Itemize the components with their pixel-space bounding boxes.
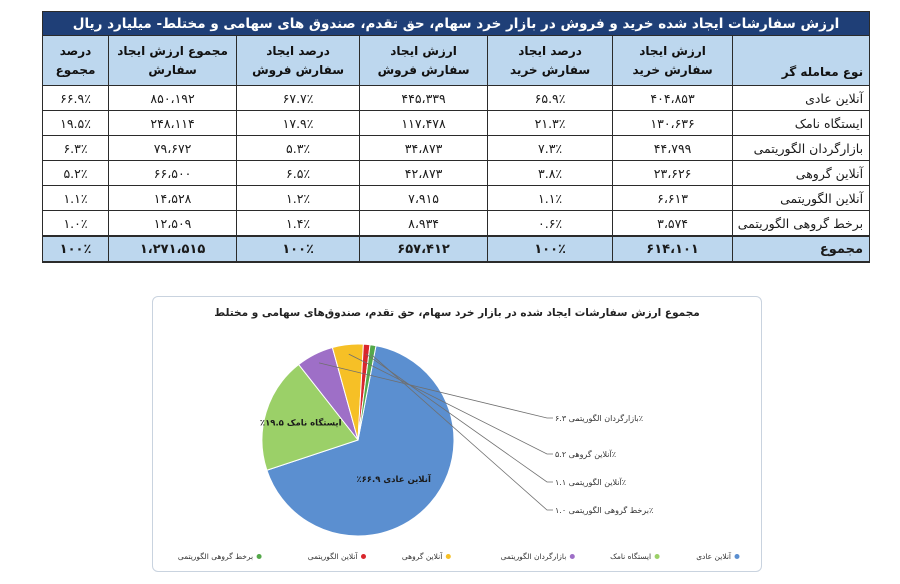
table-row [43,211,870,237]
table-row [43,111,870,136]
cell-sell-percent: ۵.۳٪ [237,136,360,161]
header-sell-percent: درصد ایجاد سفارش فروش [237,36,360,86]
cell-trader-type: آنلاین گروهی [733,161,870,186]
table-row [43,186,870,211]
cell-buy-percent: ۶۵.۹٪ [488,86,613,111]
slice-data-label: ایستگاه نامک ۱۹.۵٪ [259,418,342,429]
legend-label: ایستگاه نامک [610,552,652,561]
header-total-value: مجموع ارزش ایجاد سفارش [109,36,237,86]
cell-trader-type: آنلاین عادی [733,86,870,111]
total-sell-percent: ۱۰۰٪ [237,236,360,262]
cell-sell-value: ۱۱۷،۴۷۸ [360,111,488,136]
slice-data-label: آنلاین عادی ۶۶.۹٪ [356,475,431,486]
cell-buy-percent: ۲۱.۳٪ [488,111,613,136]
legend-label: آنلاین عادی [696,552,731,561]
cell-sell-percent: ۱.۲٪ [237,186,360,211]
cell-buy-value: ۳،۵۷۴ [613,211,733,237]
cell-sell-value: ۴۲،۸۷۳ [360,161,488,186]
cell-total-percent: ۶۶.۹٪ [43,86,109,111]
cell-total-value: ۷۹،۶۷۲ [109,136,237,161]
slice-data-label: آنلاین الگوریتمی ۱.۱٪ [555,478,627,487]
cell-buy-percent: ۰.۶٪ [488,211,613,237]
cell-total-percent: ۱.۰٪ [43,211,109,237]
cell-total-value: ۱۴،۵۲۸ [109,186,237,211]
header-buy-percent: درصد ایجاد سفارش خرید [488,36,613,86]
cell-trader-type: ایستگاه نامک [733,111,870,136]
slice-data-label: آنلاین گروهی ۵.۲٪ [555,450,617,459]
cell-buy-value: ۱۳۰،۶۳۶ [613,111,733,136]
cell-total-percent: ۶.۳٪ [43,136,109,161]
header-sell-value: ارزش ایجاد سفارش فروش [360,36,488,86]
legend-swatch [361,554,366,559]
cell-buy-value: ۶،۶۱۳ [613,186,733,211]
legend-swatch [446,554,451,559]
cell-buy-percent: ۷.۳٪ [488,136,613,161]
orders-table [42,11,870,263]
header-trader-type: نوع معامله گر [733,36,870,86]
cell-buy-percent: ۱.۱٪ [488,186,613,211]
cell-buy-value: ۲۳،۶۲۶ [613,161,733,186]
total-sell-value: ۶۵۷،۴۱۲ [360,236,488,262]
cell-total-value: ۸۵۰،۱۹۲ [109,86,237,111]
total-label: مجموع [733,236,870,262]
cell-buy-value: ۴۰۴،۸۵۳ [613,86,733,111]
cell-sell-percent: ۱.۴٪ [237,211,360,237]
table-row [43,161,870,186]
table-title: ارزش سفارشات ایجاد شده خرید و فروش در بازار خرد سهام، حق تقدم، صندوق های سهامی و مختلط- میلیارد ریال [43,12,870,36]
legend-swatch [257,554,262,559]
cell-total-percent: ۵.۲٪ [43,161,109,186]
slice-data-label: بازارگردان الگوریتمی ۶.۳٪ [555,414,644,423]
total-buy-percent: ۱۰۰٪ [488,236,613,262]
cell-sell-percent: ۶.۵٪ [237,161,360,186]
cell-sell-percent: ۶۷.۷٪ [237,86,360,111]
total-total-value: ۱،۲۷۱،۵۱۵ [109,236,237,262]
cell-trader-type: برخط گروهی الگوریتمی [733,211,870,237]
legend-label: آنلاین الگوریتمی [307,552,358,561]
total-total-percent: ۱۰۰٪ [43,236,109,262]
header-total-percent: درصد مجموع [43,36,109,86]
legend-label: آنلاین گروهی [401,552,443,561]
legend-swatch [570,554,575,559]
chart-title: مجموع ارزش سفارشات ایجاد شده در بازار خرد سهام، حق تقدم، صندوق‌های سهامی و مختلط [214,307,700,319]
header-buy-value: ارزش ایجاد سفارش خرید [613,36,733,86]
cell-total-value: ۶۶،۵۰۰ [109,161,237,186]
cell-buy-value: ۴۴،۷۹۹ [613,136,733,161]
legend-swatch [735,554,740,559]
pie-chart [153,297,761,571]
legend-label: برخط گروهی الگوریتمی [177,552,254,561]
cell-total-value: ۱۲،۵۰۹ [109,211,237,237]
cell-sell-value: ۷،۹۱۵ [360,186,488,211]
table-total-row [43,236,870,262]
cell-sell-value: ۴۴۵،۳۳۹ [360,86,488,111]
cell-trader-type: بازارگردان الگوریتمی [733,136,870,161]
cell-buy-percent: ۳.۸٪ [488,161,613,186]
legend-label: بازارگردان الگوریتمی [500,552,567,561]
cell-trader-type: آنلاین الگوریتمی [733,186,870,211]
cell-total-value: ۲۴۸،۱۱۴ [109,111,237,136]
table-row [43,136,870,161]
cell-sell-percent: ۱۷.۹٪ [237,111,360,136]
total-buy-value: ۶۱۴،۱۰۱ [613,236,733,262]
slice-data-label: برخط گروهی الگوریتمی ۱.۰٪ [555,506,654,515]
cell-total-percent: ۱۹.۵٪ [43,111,109,136]
cell-total-percent: ۱.۱٪ [43,186,109,211]
cell-sell-value: ۸،۹۳۴ [360,211,488,237]
table-row [43,86,870,111]
pie-chart-panel [152,296,762,572]
legend-swatch [655,554,660,559]
cell-sell-value: ۳۴،۸۷۳ [360,136,488,161]
